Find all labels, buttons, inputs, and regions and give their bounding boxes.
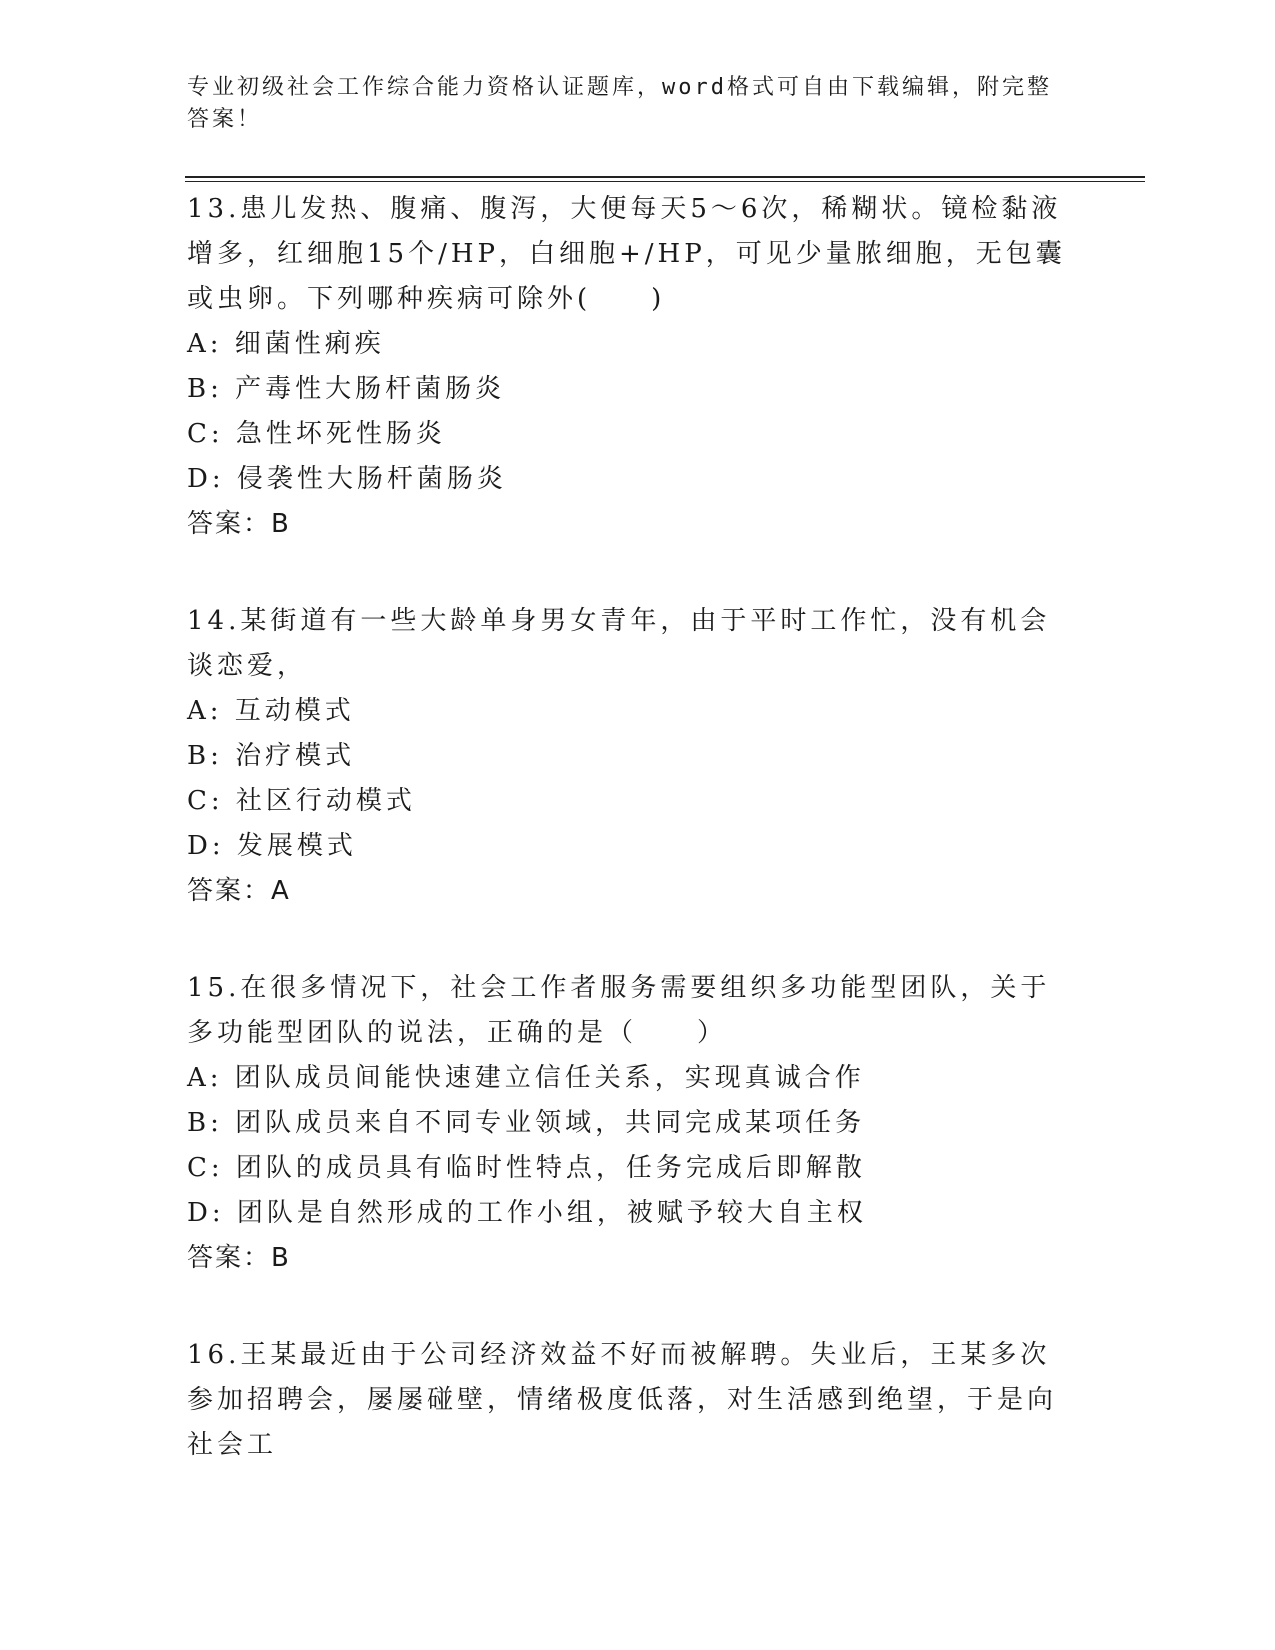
answer: 答案：B bbox=[187, 509, 291, 539]
header-divider-thin bbox=[185, 181, 1145, 182]
option-c: C: 急性坏死性肠炎 bbox=[187, 419, 446, 449]
option-d: D: 团队是自然形成的工作小组，被赋予较大自主权 bbox=[187, 1198, 867, 1228]
option-a: A: 互动模式 bbox=[187, 696, 355, 726]
question-list bbox=[187, 187, 1067, 1520]
question-stem: 16.王某最近由于公司经济效益不好而被解聘。失业后，王某多次参加招聘会，屡屡碰壁，情绪极度低落，对生活感到绝望，于是向社会工 bbox=[187, 1340, 1058, 1460]
option-b: B: 产毒性大肠杆菌肠炎 bbox=[187, 374, 506, 404]
option-d: D: 侵袭性大肠杆菌肠炎 bbox=[187, 464, 507, 494]
question-stem: 13.患儿发热、腹痛、腹泻，大便每天5～6次，稀糊状。镜检黏液增多，红细胞15个/HP，白细胞+/HP，可见少量脓细胞，无包囊或虫卵。下列哪种疾病可除外( ) bbox=[187, 194, 1066, 314]
question-16 bbox=[187, 1333, 1067, 1468]
question-15 bbox=[187, 966, 1067, 1281]
option-a: A: 团队成员间能快速建立信任关系，实现真诚合作 bbox=[187, 1063, 865, 1093]
header-divider-thick bbox=[185, 176, 1145, 178]
question-13 bbox=[187, 187, 1067, 547]
document-header: 专业初级社会工作综合能力资格认证题库，word格式可自由下载编辑，附完整答案！ bbox=[187, 75, 1052, 132]
option-b: B: 团队成员来自不同专业领域，共同完成某项任务 bbox=[187, 1108, 866, 1138]
answer: 答案：B bbox=[187, 1243, 291, 1273]
option-c: C: 团队的成员具有临时性特点，任务完成后即解散 bbox=[187, 1153, 866, 1183]
option-b: B: 治疗模式 bbox=[187, 741, 356, 771]
answer: 答案：A bbox=[187, 876, 291, 906]
option-a: A: 细菌性痢疾 bbox=[187, 329, 385, 359]
question-stem: 15.在很多情况下，社会工作者服务需要组织多功能型团队，关于多功能型团队的说法，正确的是（ ） bbox=[187, 973, 1051, 1048]
question-14 bbox=[187, 599, 1067, 914]
option-d: D: 发展模式 bbox=[187, 831, 357, 861]
question-stem: 14.某街道有一些大龄单身男女青年，由于平时工作忙，没有机会谈恋爱， bbox=[187, 606, 1051, 681]
option-c: C: 社区行动模式 bbox=[187, 786, 416, 816]
